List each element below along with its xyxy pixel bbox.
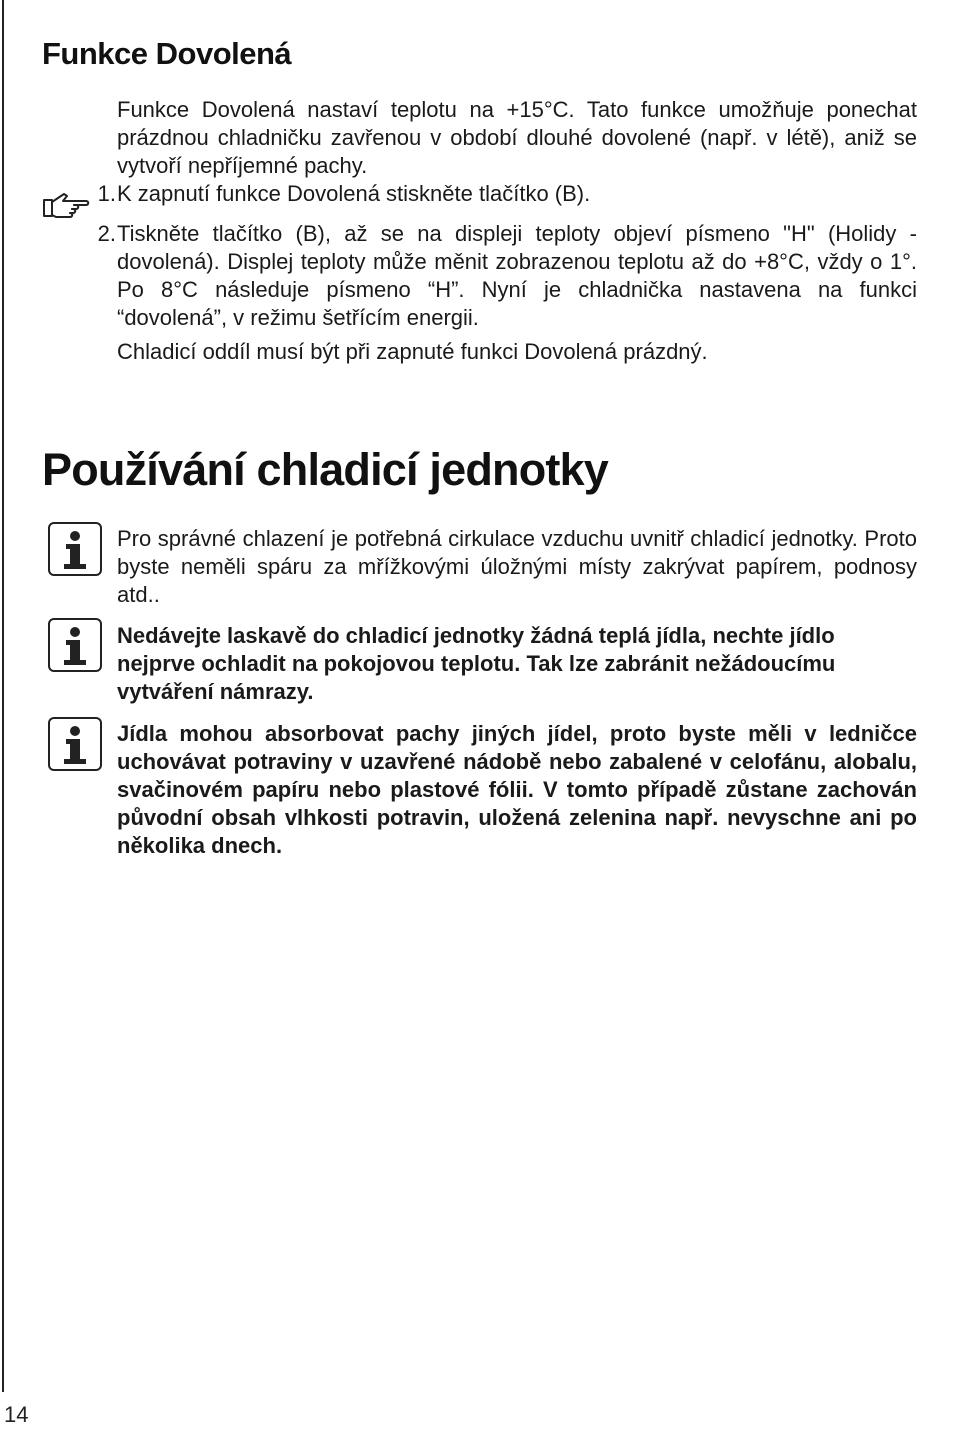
step-text: K zapnutí funkce Dovolená stiskněte tlačítko (B). bbox=[117, 181, 591, 206]
page-number: 14 bbox=[4, 1402, 29, 1427]
note-paragraph: Chladicí oddíl musí být při zapnuté funkci Dovolená prázdný. bbox=[117, 339, 708, 364]
chapter-title: Používání chladicí jednotky bbox=[42, 444, 609, 495]
step-number: 2. bbox=[97, 221, 116, 246]
info-paragraph-2: Nedávejte laskavě do chladicí jednotky žádná teplá jídla, nechte jídlo nejprve ochladit na pokojovou teplotu. Tak lze zabránit nežádoucímu vytváření námrazy. bbox=[117, 623, 836, 704]
margin-rule bbox=[2, 0, 4, 1392]
intro-paragraph: Funkce Dovolená nastaví teplotu na +15°C. Tato funkce umožňuje ponechat prázdnou chladničku zavřenou v období dlouhé dovolené (např. v létě), aniž se vytvoří nepříjemné pachy. bbox=[117, 97, 917, 178]
pointing-hand-icon bbox=[42, 190, 92, 220]
section-title: Funkce Dovolená bbox=[42, 36, 292, 71]
info-paragraph-3: Jídla mohou absorbovat pachy jiných jídel, proto byste měli v ledničce uchovávat potraviny v uzavřené nádobě nebo zabalené v celofánu, alobalu, svačinovém papíru nebo plastové fólii. V tomto případě zůstane zachován původní obsah vlhkosti potravin, uložená zelenina např. nevyschne ani po několika dnech. bbox=[117, 721, 917, 858]
info-icon bbox=[48, 522, 102, 576]
step-text: Tiskněte tlačítko (B), až se na displeji teploty objeví písmeno "H" (Holidy - dovolená). Displej teploty může měnit zobrazenou teplotu až do +8°C, vždy o 1°. Po 8°C následuje písmeno “H”. Nyní je chladnička nastavena na funkci “dovolená”, v režimu šetřícím energii. bbox=[117, 221, 917, 330]
info-icon bbox=[48, 618, 102, 672]
info-icon bbox=[48, 717, 102, 771]
info-paragraph-1: Pro správné chlazení je potřebná cirkulace vzduchu uvnitř chladicí jednotky. Proto byste neměli spáru za mřížkovými úložnými místy zakrývat papírem, podnosy atd.. bbox=[117, 526, 917, 607]
step-number: 1. bbox=[97, 181, 116, 206]
